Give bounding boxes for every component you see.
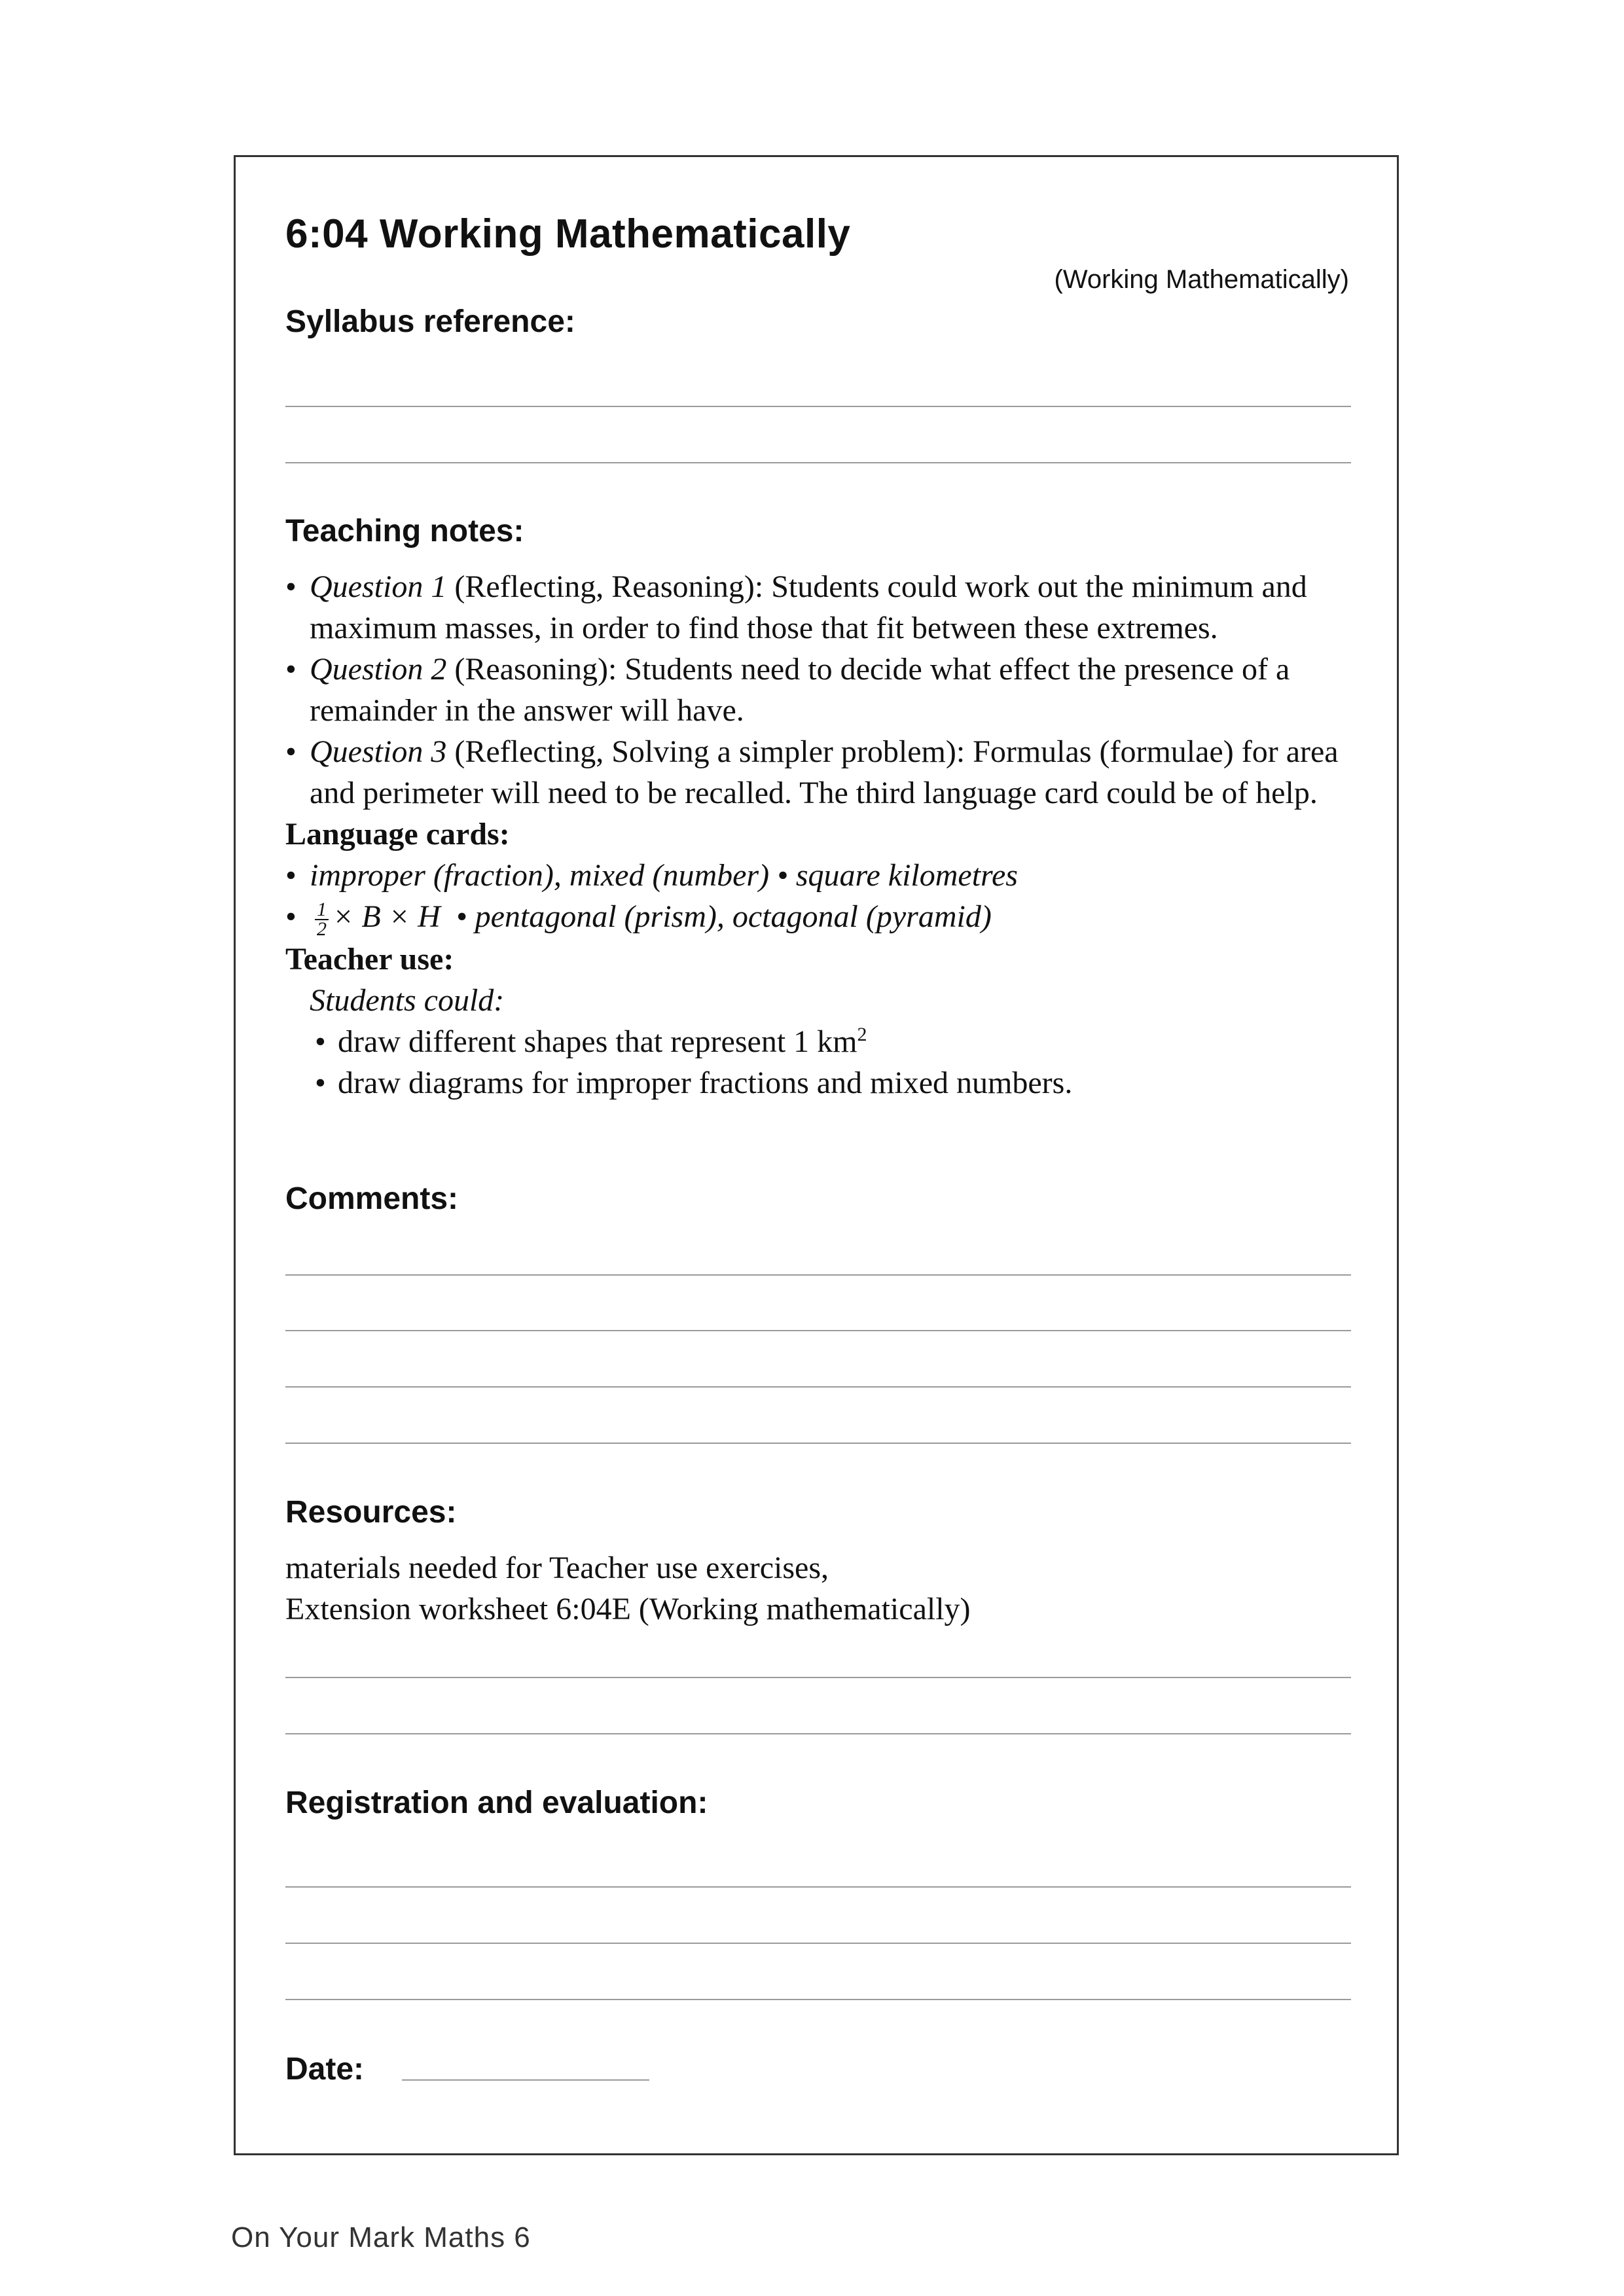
bullet-glyph: • — [285, 899, 297, 934]
teacher-use-text: draw different shapes that represent 1 km — [338, 1024, 857, 1059]
triangle-area-formula: × B × H — [333, 899, 441, 934]
comments-writing-line[interactable] — [285, 1386, 1351, 1388]
language-cards-heading: Language cards: — [285, 817, 510, 852]
resource-line: Extension worksheet 6:04E (Working mathematically) — [285, 1592, 971, 1626]
teaching-note-item — [285, 649, 1359, 731]
teaching-note-item — [285, 731, 1359, 814]
teaching-note-item — [285, 566, 1359, 649]
syllabus-writing-line[interactable] — [285, 406, 1351, 407]
teacher-use-item — [285, 1062, 1359, 1103]
syllabus-writing-line[interactable] — [285, 462, 1351, 463]
question-note: (Reasoning): Students need to decide what effect the presence of a remainder in the answer will have. — [310, 652, 1290, 728]
comments-heading: Comments: — [285, 1181, 459, 1216]
bullet-glyph: • — [285, 734, 297, 769]
teacher-use-intro: Students could: — [310, 982, 505, 1018]
registration-writing-line[interactable] — [285, 1943, 1351, 1944]
registration-writing-line[interactable] — [285, 1999, 1351, 2000]
comments-writing-line[interactable] — [285, 1443, 1351, 1444]
teaching-notes-body — [285, 566, 1359, 1103]
resources-heading: Resources: — [285, 1495, 457, 1530]
question-note: (Reflecting, Solving a simpler problem): Formulas (formulae) for area and perimeter will need to be recalled. The third language card could be of help. — [310, 734, 1339, 810]
language-card-line — [285, 896, 1359, 939]
superscript: 2 — [857, 1023, 867, 1045]
comments-writing-line[interactable] — [285, 1274, 1351, 1276]
page-title: 6:04 Working Mathematically — [285, 211, 851, 257]
registration-heading: Registration and evaluation: — [285, 1785, 708, 1820]
strand-label: (Working Mathematically) — [1054, 265, 1349, 294]
bullet-glyph: • — [285, 569, 297, 604]
language-card-text: improper (fraction), mixed (number) • square kilometres — [310, 858, 1018, 893]
teacher-use-text: draw diagrams for improper fractions and mixed numbers. — [338, 1065, 1073, 1100]
page-footer: On Your Mark Maths 6 — [231, 2221, 531, 2253]
bullet-glyph: • — [285, 858, 297, 893]
date-writing-line[interactable] — [402, 2079, 649, 2081]
syllabus-heading: Syllabus reference: — [285, 304, 575, 339]
date-label: Date: — [285, 2052, 365, 2087]
resource-line: materials needed for Teacher use exercises, — [285, 1551, 829, 1585]
teacher-use-item — [285, 1021, 1359, 1062]
teacher-use-heading: Teacher use: — [285, 941, 454, 977]
question-label: Question 3 — [310, 734, 447, 769]
registration-writing-line[interactable] — [285, 1886, 1351, 1888]
language-card-text: • pentagonal (prism), octagonal (pyramid) — [456, 899, 992, 934]
question-note: (Reflecting, Reasoning): Students could work out the minimum and maximum masses, in order to find those that fit between these extremes. — [310, 569, 1307, 645]
bullet-glyph: • — [315, 1024, 326, 1059]
question-label: Question 2 — [310, 652, 447, 687]
resources-writing-line[interactable] — [285, 1677, 1351, 1678]
resources-body — [285, 1547, 1359, 1630]
language-card-line — [285, 855, 1359, 896]
question-label: Question 1 — [310, 569, 447, 604]
bullet-glyph: • — [315, 1065, 326, 1100]
comments-writing-line[interactable] — [285, 1330, 1351, 1331]
resources-writing-line[interactable] — [285, 1733, 1351, 1734]
teaching-notes-heading: Teaching notes: — [285, 514, 524, 548]
bullet-glyph: • — [285, 652, 297, 687]
half-fraction: $\frac{1}{2}$ — [315, 901, 329, 939]
worksheet-frame — [234, 155, 1399, 2155]
